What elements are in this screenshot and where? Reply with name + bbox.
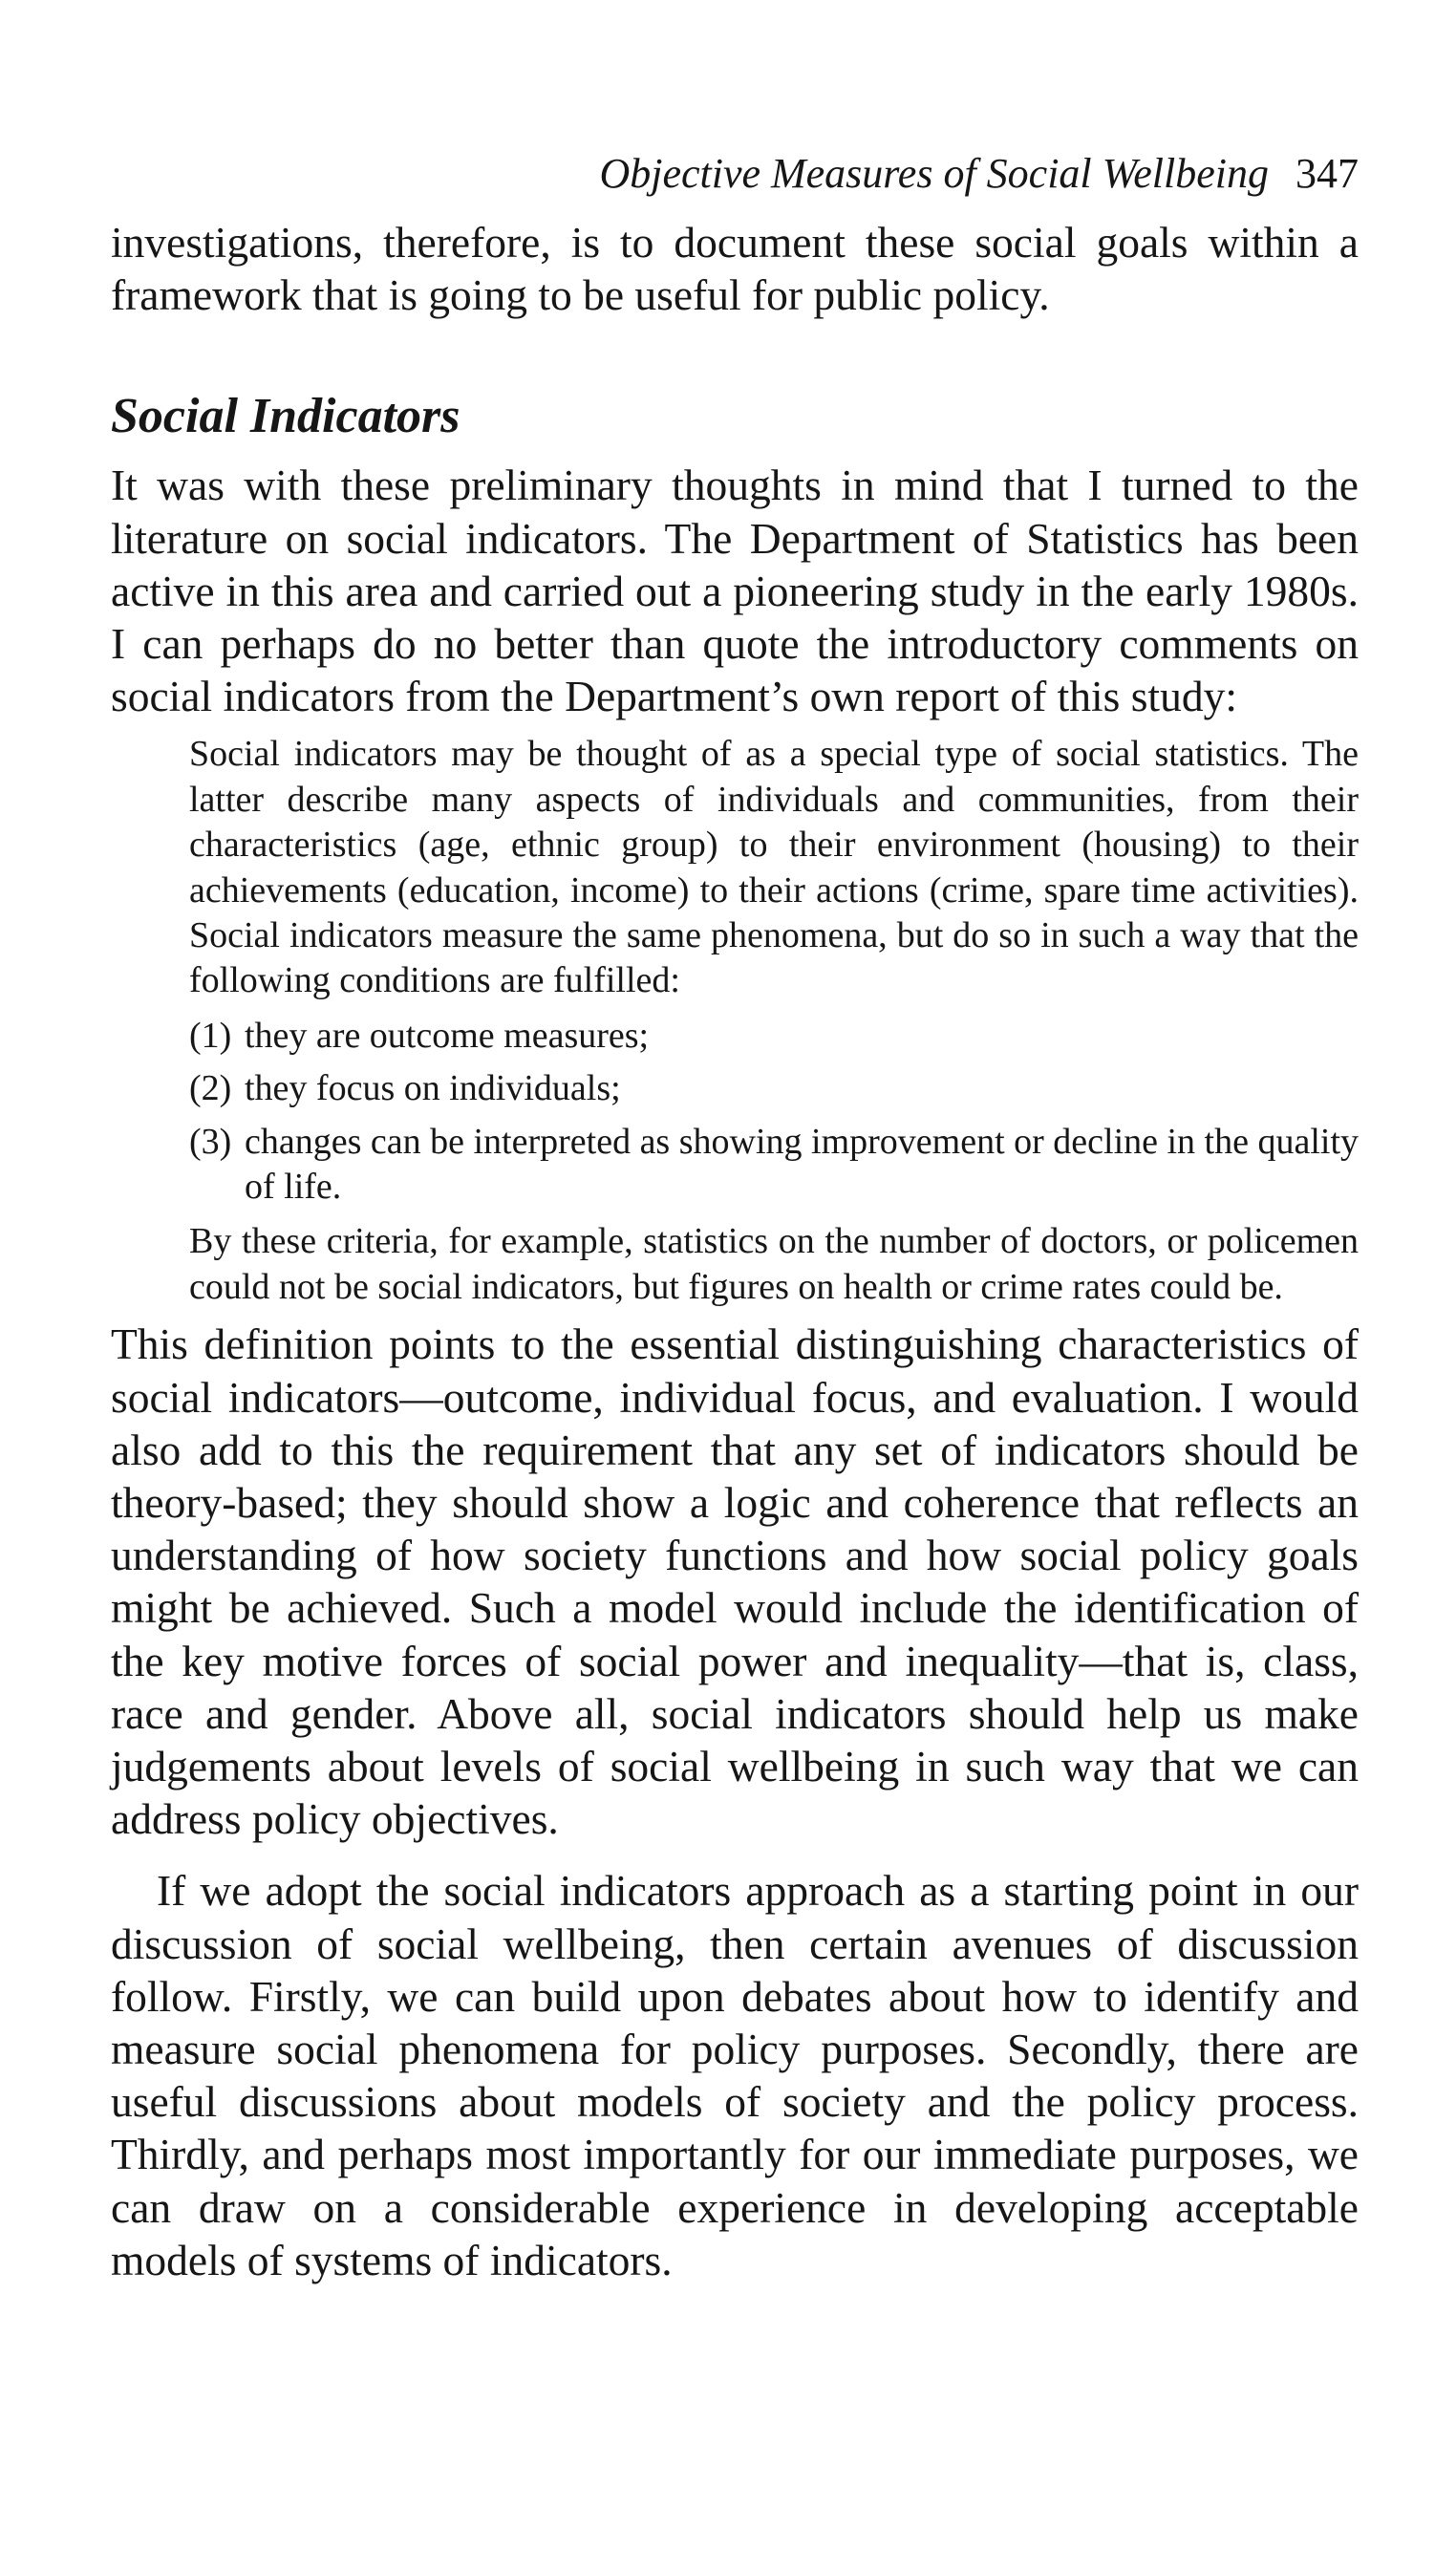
quote-opening: Social indicators may be thought of as a special type of social statistics. The latter describe many aspects of individuals and communities, from their characteristics (age, ethnic group) to their environment (housing) to their achievements (education, income) to their actions (crime, spare time activities). Social indicators measure the same phenomena, but do so in such a way that the following conditions are fulfilled: <box>189 734 1359 1001</box>
list-item-text: they focus on individuals; <box>245 1068 621 1109</box>
block-quote <box>189 732 1359 1310</box>
list-item-text: they are outcome measures; <box>245 1015 650 1056</box>
list-item <box>189 1014 1359 1059</box>
definition-paragraph: This definition points to the essential distinguishing characteristics of social indicators—outcome, individual focus, and evaluation. I would also add to this the requirement that any set of indicators should be theory-based; they should show a logic and coherence that reflects an understanding of how society functions and how social policy goals might be achieved. Such a model would include the identification of the key motive forces of social power and inequality—that is, class, race and gender. Above all, social indicators should help us make judgements about levels of social wellbeing in such way that we can address policy objectives. <box>111 1319 1359 1844</box>
conditions-list <box>189 1014 1359 1211</box>
list-item <box>189 1120 1359 1211</box>
section-heading: Social Indicators <box>111 389 460 444</box>
list-item-number: (3) <box>189 1121 232 1162</box>
approach-paragraph: If we adopt the social indicators approach as a starting point in our discussion of social wellbeing, then certain avenues of discussion follow. Firstly, we can build upon debates about how to identify and measure social phenomena for policy purposes. Secondly, there are useful discussions about models of society and the policy process. Thirdly, and perhaps most importantly for our immediate purposes, we can draw on a considerable experience in developing acceptable models of systems of indicators. <box>111 1866 1359 2284</box>
running-header <box>111 143 1359 204</box>
list-item-text: changes can be interpreted as showing improvement or decline in the quality of life. <box>245 1121 1360 1208</box>
quote-closing: By these criteria, for example, statistics on the number of doctors, or policemen could not be social indicators, but figures on health or crime rates could be. <box>189 1221 1359 1307</box>
intro-paragraph: It was with these preliminary thoughts in mind that I turned to the literature on social indicators. The Department of Statistics has been active in this area and carried out a pioneering study in the early 1980s. I can perhaps do no better than quote the introductory comments on social indicators from the Department’s own report of this study: <box>111 461 1359 721</box>
list-item <box>189 1066 1359 1111</box>
page-number: 347 <box>1295 150 1359 197</box>
book-page <box>111 143 1359 2286</box>
list-item-number: (2) <box>189 1068 232 1109</box>
list-item-number: (1) <box>189 1015 232 1056</box>
opening-paragraph: investigations, therefore, is to document these social goals within a framework that is going to be useful for public policy. <box>111 218 1359 320</box>
running-title: Objective Measures of Social Wellbeing <box>599 150 1269 197</box>
